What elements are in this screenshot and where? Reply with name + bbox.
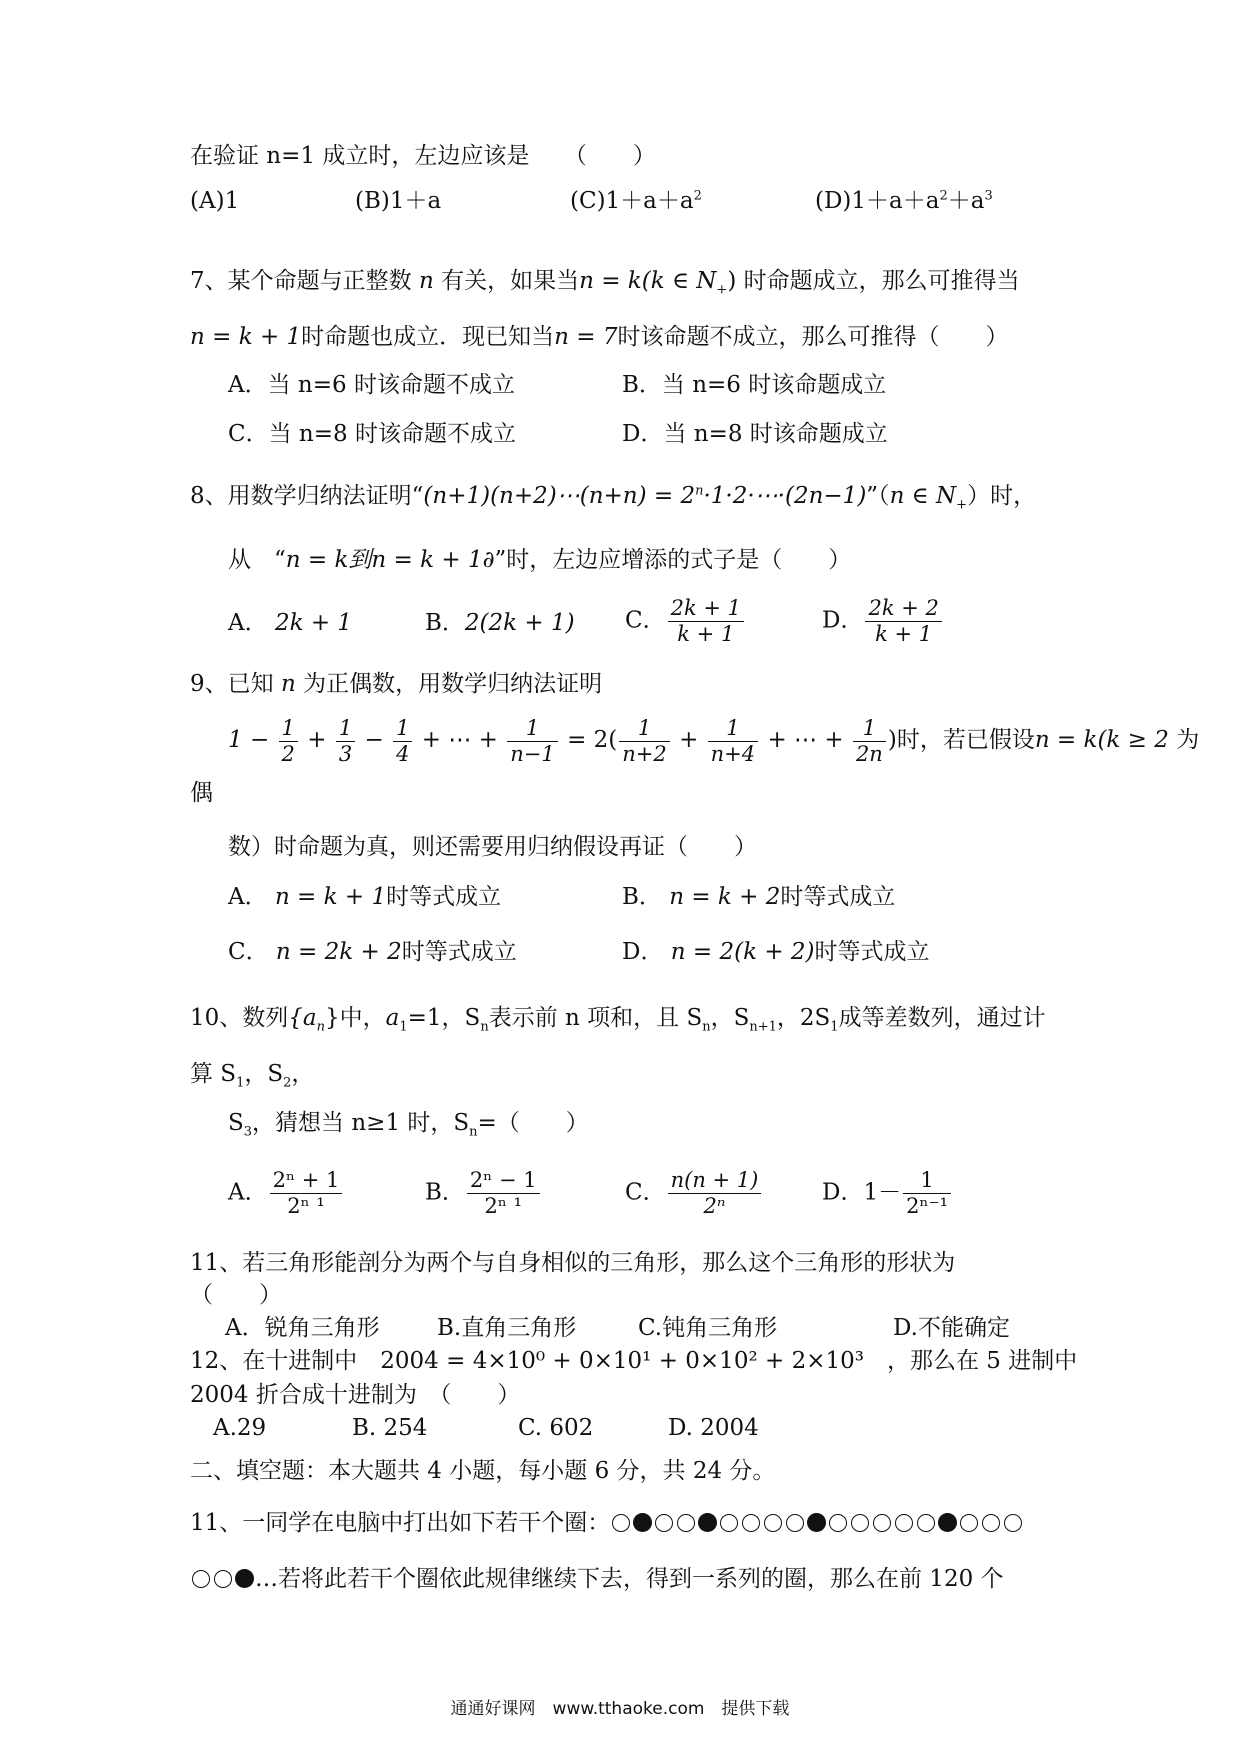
option-text: 254 — [383, 1415, 428, 1441]
denominator: n−1 — [510, 741, 555, 766]
denominator: 2ⁿ ¹ — [484, 1194, 523, 1218]
q10-text: ，S — [710, 1005, 750, 1031]
q8-option-c — [625, 596, 746, 647]
option-label: D． — [622, 939, 664, 965]
numerator: 2ⁿ − 1 — [467, 1168, 540, 1194]
q11-option-a — [225, 1313, 380, 1343]
q8-text: ”时，左边应增添的式子是（ ） — [494, 547, 852, 573]
question-number: 8、 — [190, 483, 228, 509]
fraction — [903, 1168, 951, 1219]
option-text: 时等式成立 — [814, 939, 930, 965]
denominator: 2ⁿ ¹ — [287, 1194, 325, 1218]
q10-option-a — [228, 1168, 344, 1219]
option-label: (B) — [355, 188, 390, 214]
hollow-circle-icon — [720, 1514, 738, 1532]
q7-line1 — [190, 266, 1020, 296]
q10-line3 — [228, 1108, 589, 1138]
option-text: 时等式成立 — [780, 884, 896, 910]
q9-line1 — [190, 669, 602, 699]
subscript: + — [956, 497, 968, 513]
hollow-circle-icon — [677, 1514, 695, 1532]
numerator: 1 — [853, 716, 886, 742]
option-label: (C) — [570, 188, 606, 214]
fraction — [853, 716, 886, 767]
filled-circle-icon — [633, 1513, 652, 1532]
fill11-text: 一同学在电脑中打出如下若干个圈： — [242, 1510, 611, 1536]
numerator: 1 — [708, 716, 758, 742]
q9-option-d — [622, 937, 930, 967]
numerator: 1 — [507, 716, 557, 742]
option-text: 1－ — [863, 1179, 902, 1206]
fraction — [507, 716, 557, 767]
q10-option-d — [822, 1168, 953, 1219]
subscript: n+1 — [749, 1019, 777, 1035]
q6-option-a — [190, 186, 239, 216]
option-label: B． — [425, 1179, 465, 1206]
hollow-circle-icon — [873, 1514, 891, 1532]
math-expr: } — [325, 1005, 340, 1031]
q12-option-a — [213, 1413, 266, 1443]
subscript: + — [716, 282, 728, 298]
math-expr: n ∈ N — [889, 483, 957, 509]
q10-line1 — [190, 1003, 1046, 1033]
option-label: D. — [668, 1415, 693, 1441]
hollow-circle-icon — [895, 1514, 913, 1532]
denominator: k + 1 — [875, 622, 933, 646]
fraction — [619, 716, 669, 767]
q10-option-b — [425, 1168, 542, 1219]
fraction — [336, 716, 355, 767]
option-text: 1＋a — [389, 188, 442, 214]
math-op: + — [307, 727, 327, 753]
option-label: C． — [625, 607, 666, 634]
q9-text: 已知 — [227, 671, 274, 697]
q10-text: 成等差数列，通过计 — [838, 1005, 1046, 1031]
numerator: 1 — [393, 716, 412, 742]
math-expr: 1 − — [228, 727, 270, 753]
subscript: n — [469, 1124, 478, 1140]
question-number: 11、 — [190, 1510, 243, 1536]
hollow-circle-icon — [764, 1514, 782, 1532]
q8-option-a — [228, 608, 352, 638]
fraction — [279, 716, 298, 767]
denominator: 2ⁿ⁻¹ — [906, 1194, 949, 1218]
q12-line2: 2004 折合成十进制为 （ ） — [190, 1382, 521, 1408]
q11-text: 若三角形能剖分为两个与自身相似的三角形，那么这个三角形的形状为 — [242, 1250, 956, 1276]
q8-text: ”（ — [866, 483, 890, 509]
q8-text: 从 “ — [228, 547, 286, 573]
option-text: 29 — [236, 1415, 267, 1441]
subscript: 3 — [243, 1124, 253, 1140]
hollow-circle-icon — [192, 1570, 210, 1588]
q10-text: ，S — [244, 1061, 284, 1087]
superscript: 2 — [693, 188, 702, 204]
q7-option-c — [228, 419, 516, 449]
math-expr: ·1·2·⋯·(2n−1) — [703, 483, 867, 509]
fill11-line2 — [190, 1564, 1004, 1594]
q9-text: 为 — [1176, 727, 1200, 753]
q10-text: ， — [291, 1061, 315, 1087]
q10-text: =（ ） — [477, 1110, 589, 1136]
option-text: 锐角三角形 — [264, 1315, 380, 1341]
q11-option-b — [437, 1313, 576, 1343]
numerator: 1 — [336, 716, 355, 742]
denominator: n+2 — [622, 741, 667, 766]
q11-paren: （ ） — [190, 1282, 282, 1308]
math-var: a — [385, 1005, 400, 1031]
option-label: A. — [213, 1415, 237, 1441]
q11-option-c — [638, 1313, 777, 1343]
fraction — [393, 716, 412, 767]
option-label: B． — [622, 884, 662, 910]
option-text: 602 — [549, 1415, 594, 1441]
q10-text: 中， — [339, 1005, 386, 1031]
option-text: 当 n=6 时该命题不成立 — [267, 372, 515, 398]
math-op: + ⋯ + — [767, 727, 844, 753]
denominator: 4 — [396, 741, 410, 766]
q11-option-d — [893, 1313, 1010, 1343]
q7-text: 某个命题与正整数 — [227, 268, 412, 294]
subscript: 1 — [236, 1075, 245, 1091]
question-number: 12、 — [190, 1348, 243, 1374]
q12-line1 — [190, 1346, 1077, 1376]
q8-line2 — [228, 545, 851, 575]
hollow-circle-icon — [214, 1570, 232, 1588]
numerator: 1 — [619, 716, 669, 742]
q9-formula-line — [228, 712, 1199, 768]
numerator: 2k + 2 — [865, 596, 941, 622]
fill11-text: …若将此若干个圈依此规律继续下去，得到一系列的圈，那么在前 120 个 — [255, 1566, 1004, 1592]
option-label: D． — [822, 1179, 864, 1206]
fraction — [668, 1168, 762, 1219]
q9-option-a — [228, 882, 501, 912]
denominator: 3 — [338, 741, 353, 766]
q6-stem: 在验证 n=1 成立时，左边应该是 （ ） — [190, 143, 656, 169]
hollow-circle-icon — [960, 1514, 978, 1532]
question-number: 10、 — [190, 1005, 243, 1031]
filled-circle-icon — [807, 1513, 826, 1532]
option-label: A． — [228, 1179, 268, 1206]
math-expr: n = k + 2 — [669, 884, 781, 910]
fraction — [708, 716, 758, 767]
option-label: A． — [225, 1315, 265, 1341]
q9-text: 为正偶数，用数学归纳法证明 — [303, 671, 603, 697]
math-expr: n = k(k ≥ 2 — [1034, 727, 1169, 753]
numerator: 1 — [279, 716, 298, 742]
fraction — [467, 1168, 540, 1219]
fraction — [668, 596, 744, 647]
q12-option-b — [352, 1413, 427, 1443]
math-expr: {a — [288, 1005, 317, 1031]
q8-option-b — [425, 608, 575, 638]
option-label: B． — [622, 372, 662, 398]
math-op: = 2( — [567, 727, 618, 753]
math-expr: 2(2k + 1) — [464, 610, 575, 636]
q7-option-a — [228, 370, 515, 400]
option-text: 当 n=8 时该命题成立 — [663, 421, 888, 447]
q10-line2 — [190, 1059, 314, 1089]
option-label: A． — [228, 610, 268, 636]
option-text: 直角三角形 — [461, 1315, 577, 1341]
numerator: n(n + 1) — [668, 1168, 762, 1194]
hollow-circle-icon — [1004, 1514, 1022, 1532]
option-text: 当 n=6 时该命题成立 — [661, 372, 887, 398]
subscript: n — [702, 1019, 711, 1035]
superscript: 3 — [984, 188, 993, 204]
denominator: k + 1 — [677, 622, 735, 646]
section-heading: 二、填空题：本大题共 4 小题，每小题 6 分，共 24 分。 — [190, 1458, 776, 1484]
option-text: 1 — [224, 188, 240, 214]
q8-option-d — [822, 596, 944, 647]
question-number: 9、 — [190, 671, 228, 697]
option-label: B. — [352, 1415, 377, 1441]
q8-line1 — [190, 481, 1036, 511]
math-expr: n = k + 1 — [190, 324, 302, 350]
subscript: 1 — [399, 1019, 408, 1035]
q10-option-c — [625, 1168, 763, 1219]
denominator: n+4 — [710, 741, 756, 766]
page-footer: 通通好课网 www.tthaoke.com 提供下载 — [450, 1699, 790, 1719]
q9-line3: 数）时命题为真，则还需要用归纳假设再证（ ） — [228, 834, 757, 860]
numerator: 2ⁿ + 1 — [270, 1168, 343, 1194]
denominator: 2 — [281, 741, 295, 766]
option-label: (A) — [190, 188, 225, 214]
math-op: − — [364, 727, 384, 753]
option-text: 时等式成立 — [401, 939, 517, 965]
q12-option-c — [518, 1413, 593, 1443]
filled-circle-icon — [235, 1569, 254, 1588]
hollow-circle-icon — [982, 1514, 1000, 1532]
fill11-line1 — [190, 1508, 1024, 1538]
q10-text: =1，S — [407, 1005, 481, 1031]
q7-text: 时该命题不成立，那么可推得（ ） — [617, 324, 1009, 350]
subscript: n — [316, 1019, 326, 1035]
option-text: 不能确定 — [917, 1315, 1010, 1341]
q6-option-c — [570, 186, 702, 216]
math-op: + ⋯ + — [421, 727, 498, 753]
math-op: + — [679, 727, 699, 753]
fraction — [270, 1168, 343, 1219]
q10-text: S — [228, 1110, 244, 1136]
math-expr: 2004 = 4×10⁰ + 0×10¹ + 0×10² + 2×10³ — [380, 1348, 864, 1374]
q7-text: 有关，如果当 — [441, 268, 580, 294]
q10-text: 表示前 n 项和，且 S — [488, 1005, 703, 1031]
option-label: C. — [518, 1415, 543, 1441]
q12-text: ，那么在 5 进制中 — [886, 1348, 1078, 1374]
q7-text: ) 时命题成立，那么可推得当 — [727, 268, 1020, 294]
subscript: 2 — [283, 1075, 292, 1091]
question-number: 7、 — [190, 268, 228, 294]
question-number: 11、 — [190, 1250, 243, 1276]
option-label: C． — [228, 421, 269, 447]
option-label: A． — [228, 372, 268, 398]
math-expr: 2k + 1 — [274, 610, 353, 636]
q8-text: 用数学归纳法证明“ — [227, 483, 424, 509]
option-label: D. — [893, 1315, 918, 1341]
q12-text: 在十进制中 — [242, 1348, 358, 1374]
q9-wrap: 偶 — [190, 780, 213, 806]
q9-text: 时，若已假设 — [896, 727, 1035, 753]
math-var: n — [280, 671, 296, 697]
q9-option-b — [622, 882, 895, 912]
subscript: 1 — [830, 1019, 839, 1035]
denominator: 2ⁿ — [703, 1194, 726, 1218]
hollow-circle-icon — [786, 1514, 804, 1532]
option-text: 钝角三角形 — [662, 1315, 778, 1341]
math-expr: n = k + 1 — [274, 884, 387, 910]
q8-text: ）时， — [967, 483, 1037, 509]
option-text: 时等式成立 — [386, 884, 502, 910]
q7-option-d — [622, 419, 888, 449]
numerator: 2k + 1 — [668, 596, 744, 622]
option-label: C. — [638, 1315, 663, 1341]
hollow-circle-icon — [917, 1514, 935, 1532]
option-label: B． — [425, 610, 465, 636]
q11-line1 — [190, 1248, 955, 1278]
q7-text: 时命题也成立．现已知当 — [301, 324, 555, 350]
hollow-circle-icon — [851, 1514, 869, 1532]
q10-text: ，猜想当 n≥1 时，S — [252, 1110, 470, 1136]
fraction — [865, 596, 941, 647]
subscript: n — [480, 1019, 489, 1035]
filled-circle-icon — [698, 1513, 717, 1532]
q10-text: ，2S — [776, 1005, 831, 1031]
denominator: 2n — [855, 741, 883, 766]
q7-option-b — [622, 370, 886, 400]
math-expr: n = 7 — [554, 324, 618, 350]
q7-line2 — [190, 322, 1009, 352]
option-label: B. — [437, 1315, 462, 1341]
math-expr: n = k(k ∈ N — [579, 268, 717, 294]
math-expr: n = k到n = k + 1∂ — [285, 547, 495, 573]
hollow-circle-icon — [655, 1514, 673, 1532]
option-text: 1＋a＋a — [605, 188, 694, 214]
q10-text: 算 S — [190, 1061, 237, 1087]
option-label: (D) — [815, 188, 852, 214]
superscript: 2 — [939, 188, 948, 204]
filled-circle-icon — [938, 1513, 957, 1532]
option-text: 2004 — [700, 1415, 759, 1441]
math-expr: n = 2(k + 2) — [670, 939, 815, 965]
superscript: n — [695, 483, 704, 499]
math-var: n — [418, 268, 434, 294]
option-label: A． — [228, 884, 268, 910]
option-text: 当 n=8 时该命题不成立 — [268, 421, 516, 447]
hollow-circle-icon — [829, 1514, 847, 1532]
q9-option-c — [228, 937, 517, 967]
numerator: 1 — [903, 1168, 951, 1194]
q12-option-d — [668, 1413, 759, 1443]
q6-option-b — [355, 186, 441, 216]
hollow-circle-icon — [612, 1514, 630, 1532]
q6-option-d — [815, 186, 993, 216]
math-expr: (n+1)(n+2)⋯(n+n) = 2 — [423, 483, 696, 509]
option-label: D． — [622, 421, 664, 447]
option-label: D． — [822, 607, 864, 634]
math-expr: n = 2k + 2 — [275, 939, 402, 965]
math-op: ) — [887, 727, 897, 753]
option-label: C． — [625, 1179, 666, 1206]
option-text: 1＋a＋a — [851, 188, 940, 214]
option-text-tail: ＋a — [947, 188, 985, 214]
option-label: C． — [228, 939, 269, 965]
hollow-circle-icon — [742, 1514, 760, 1532]
q10-text: 数列 — [242, 1005, 289, 1031]
